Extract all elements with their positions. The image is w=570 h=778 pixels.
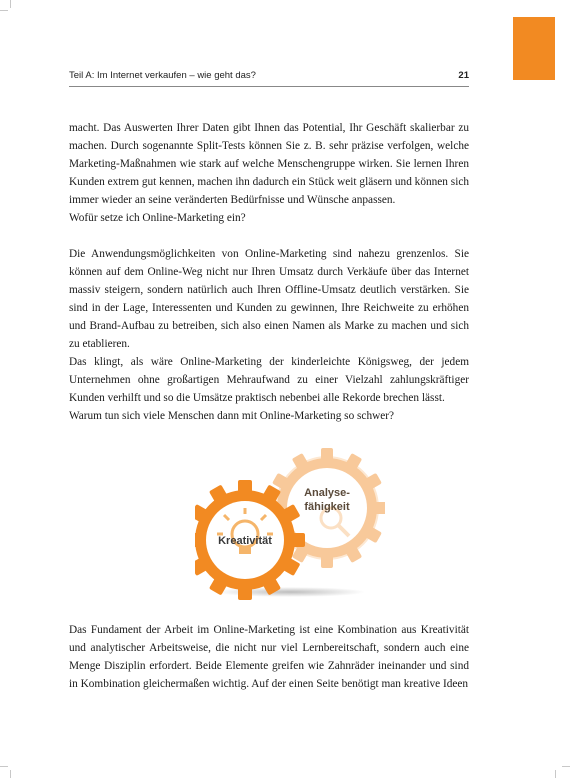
paragraph-intro (69, 119, 469, 209)
paragraph-royal-road (69, 353, 469, 407)
running-header (69, 70, 469, 84)
crop-mark (555, 770, 556, 778)
gear-creativity-label: Kreativität (218, 535, 272, 547)
header-title: Teil A: Im Internet verkaufen – wie geht das? (69, 70, 256, 81)
page-number: 21 (458, 70, 469, 81)
gear-analysis-label-1: Analyse- (304, 487, 350, 499)
gears-illustration (195, 440, 385, 610)
body-text: Die Anwendungsmöglichkeiten von Online-Marketing sind nahezu grenzenlos. Sie können auf dem Online-Weg nicht nur Ihren Umsatz durch Verkäufe über das Internet massiv steigern, sondern natürlich auch Ihren Offline-Umsatz deutlich verstärken. Sie sind in der Lage, Interessenten und Kunden zu gewinnen, Ihre Reichweite zu erhöhen und Brand-Aufbau zu betreiben, sich also einen Namen als Marke zu machen und sich zu etablieren. (69, 248, 469, 350)
crop-mark (10, 770, 11, 778)
chapter-tab (513, 17, 555, 80)
paragraph-foundation (69, 621, 469, 693)
body-text: Wofür setze ich Online-Marketing ein? (69, 212, 246, 224)
body-text: macht. Das Auswerten Ihrer Daten gibt Ihnen das Potential, Ihr Geschäft skalierbar zu machen. Durch sogenannte Split-Tests können Sie z. B. sehr präzise verfolgen, welche Marketing-Maßnahmen wie stark auf welche Menschengruppe wirken. Sie lernen Ihren Kunden extrem gut kennen, machen ihn dadurch ein Stück weit gläsern und können sich immer wieder an seine veränderten Bedürfnisse und Wünsche anpassen. (69, 122, 469, 206)
gear-analysis-label-2: fähigkeit (304, 501, 350, 513)
crop-mark (10, 0, 11, 8)
header-rule (69, 86, 469, 87)
crop-mark (562, 766, 570, 767)
question-heading-1 (69, 209, 469, 227)
body-text: Das Fundament der Arbeit im Online-Marketing ist eine Kombination aus Kreativität und analytischer Arbeitsweise, die nicht nur viel Lernbereitschaft, sondern auch eine Menge Disziplin erfordert. Beide Elemente greifen wie Zahnräder ineinander und sind in Kombination gleichermaßen wichtig. Auf der einen Seite benötigt man kreative Ideen (69, 624, 469, 690)
body-text: Warum tun sich viele Menschen dann mit Online-Marketing so schwer? (69, 410, 395, 422)
crop-mark (0, 10, 8, 11)
body-text: Das klingt, als wäre Online-Marketing der kinderleichte Königsweg, der jedem Unternehmen ohne großartigen Mehraufwand zu einer Vielzahl zahlungskräftiger Kunden verhilft und so die Umsätze praktisch nebenbei alle Rekorde brechen lässt. (69, 356, 469, 404)
question-heading-2 (69, 407, 469, 425)
paragraph-applications (69, 245, 469, 353)
crop-mark (0, 766, 8, 767)
